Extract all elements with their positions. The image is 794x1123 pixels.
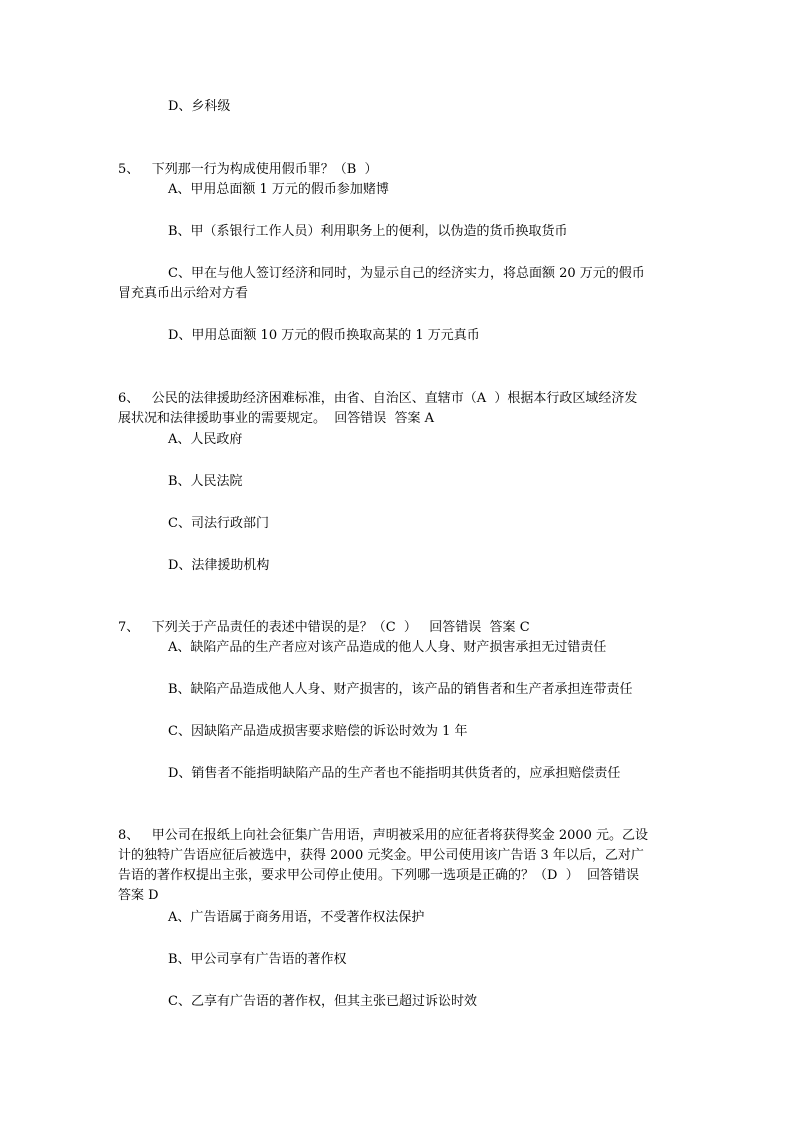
question-text: 下列那一行为构成使用假币罪？（B ） — [151, 162, 378, 177]
question-number: 6、 — [118, 391, 140, 406]
question-8-stem-line2: 计的独特广告语应征后被选中，获得 2000 元奖金。甲公司使用该广告语 3 年以后，乙对广 — [118, 848, 644, 863]
question-8-stem-line4: 答案 D — [118, 888, 159, 903]
question-6-stem-line2: 展状况和法律援助事业的需要规定。 回答错误 答案 A — [118, 411, 435, 426]
question-7-option-d: D、销售者不能指明缺陷产品的生产者也不能指明其供货者的，应承担赔偿责任 — [168, 766, 621, 781]
question-6-stem-line1 — [118, 390, 637, 408]
question-8-option-c: C、乙享有广告语的著作权，但其主张已超过诉讼时效 — [168, 994, 477, 1009]
question-5-option-d: D、甲用总面额 10 万元的假币换取高某的 1 万元真币 — [168, 328, 480, 343]
question-7-option-a: A、缺陷产品的生产者应对该产品造成的他人人身、财产损害承担无过错责任 — [168, 640, 607, 655]
question-8-stem-line1 — [118, 827, 648, 845]
question-text: 甲公司在报纸上向社会征集广告用语，声明被采用的应征者将获得奖金 2000 元。乙设 — [151, 828, 649, 843]
question-5-option-c-cont: 冒充真币出示给对方看 — [118, 286, 249, 301]
question-5-option-a: A、甲用总面额 1 万元的假币参加赌博 — [168, 182, 389, 197]
question-5-option-b: B、甲（系银行工作人员）利用职务上的便利，以伪造的货币换取货币 — [168, 224, 568, 239]
question-6-option-b: B、人民法院 — [168, 474, 243, 489]
question-6-option-d: D、法律援助机构 — [168, 558, 270, 573]
question-7-option-c: C、因缺陷产品造成损害要求赔偿的诉讼时效为 1 年 — [168, 724, 468, 739]
question-7-stem — [118, 619, 530, 637]
question-8-option-b: B、甲公司享有广告语的著作权 — [168, 952, 347, 967]
question-8-option-a: A、广告语属于商务用语，不受著作权法保护 — [168, 910, 425, 925]
question-5-stem — [118, 161, 378, 179]
question-number: 8、 — [118, 828, 140, 843]
question-7-option-b: B、缺陷产品造成他人人身、财产损害的，该产品的销售者和生产者承担连带责任 — [168, 682, 633, 697]
question-6-option-c: C、司法行政部门 — [168, 516, 269, 531]
option-d-prev: D、乡科级 — [168, 99, 231, 114]
question-text: 公民的法律援助经济困难标准，由省、自治区、直辖市（A ）根据本行政区域经济发 — [151, 391, 638, 406]
question-5-option-c: C、甲在与他人签订经济和同时，为显示自己的经济实力，将总面额 20 万元的假币 — [168, 266, 645, 281]
question-number: 7、 — [118, 620, 140, 635]
question-text: 下列关于产品责任的表述中错误的是？（C ） 回答错误 答案 C — [151, 620, 530, 635]
question-number: 5、 — [118, 162, 140, 177]
question-8-stem-line3: 告语的著作权提出主张，要求甲公司停止使用。下列哪一选项是正确的？（D ） 回答错误 — [118, 868, 639, 883]
question-6-option-a: A、人民政府 — [168, 432, 243, 447]
